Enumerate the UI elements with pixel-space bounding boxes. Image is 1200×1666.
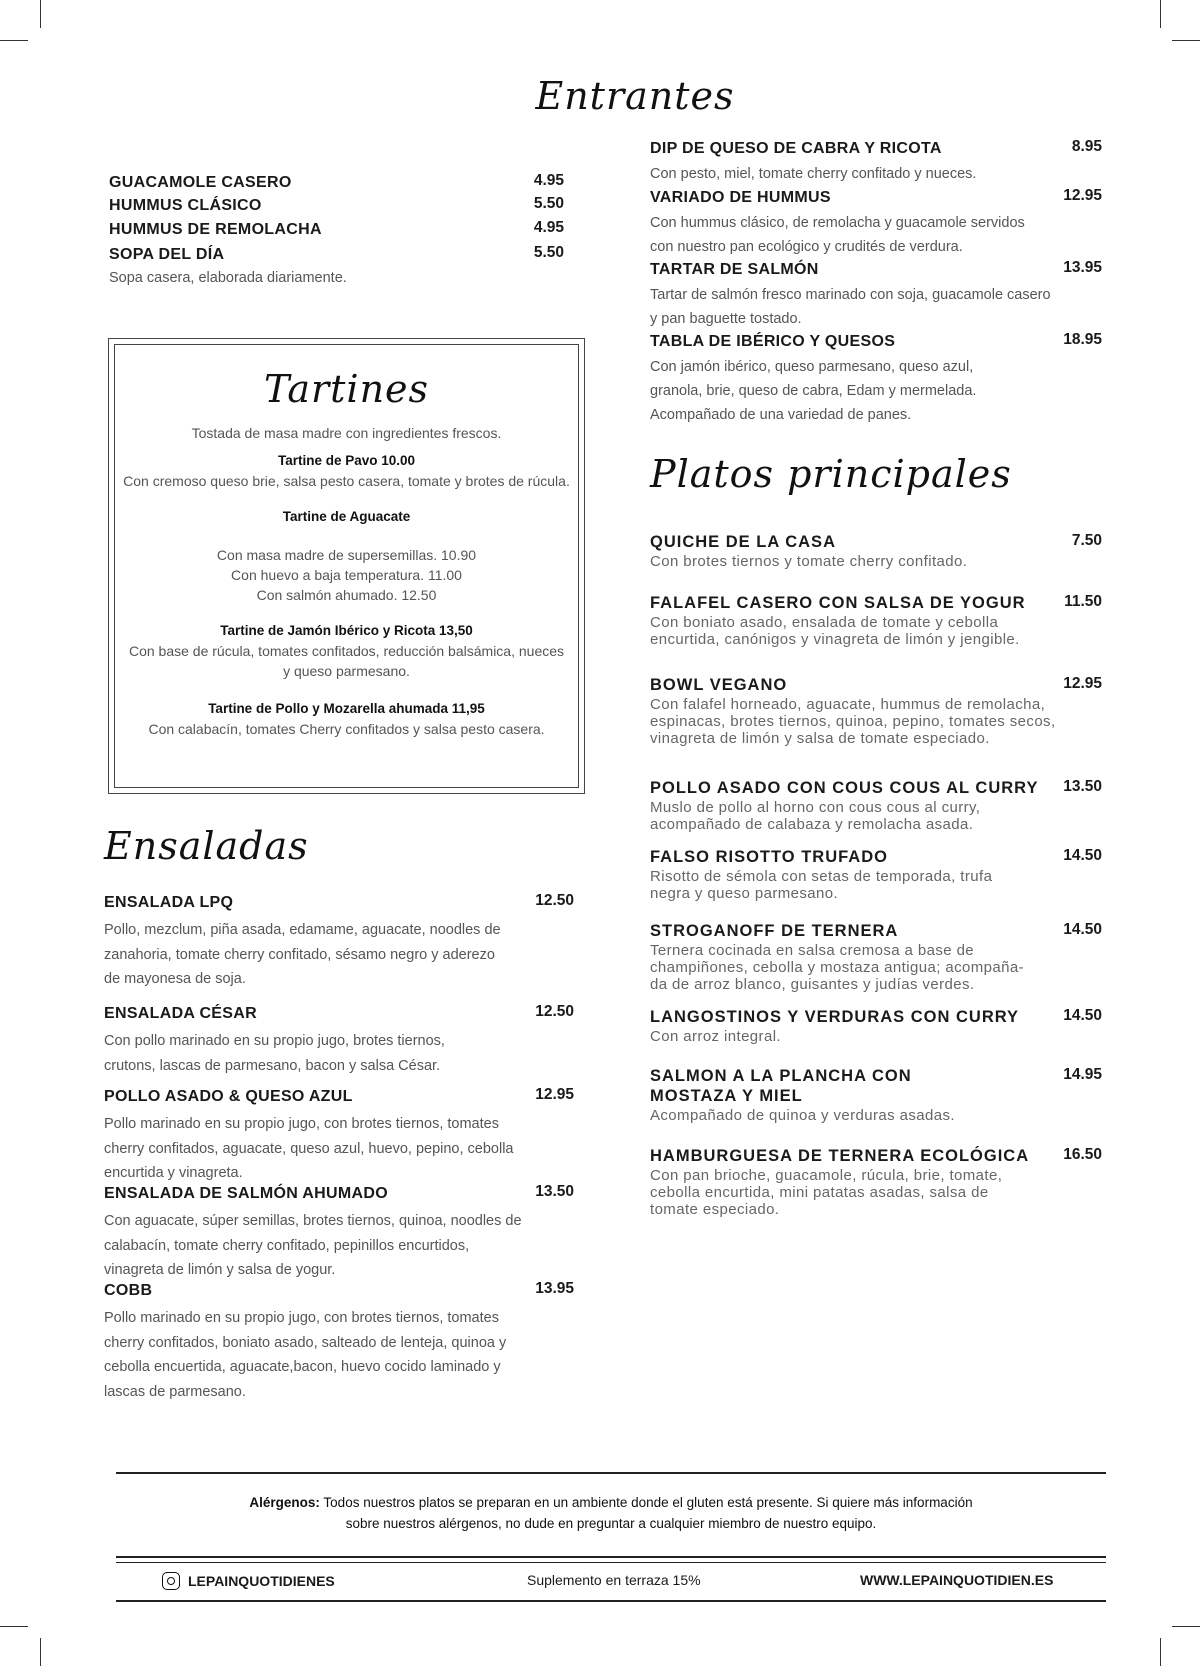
item-price: 13.50: [535, 1183, 574, 1200]
item-description: Pollo marinado en su propio jugo, con brotes tiernos, tomates: [104, 1116, 499, 1132]
item-description: lascas de parmesano.: [104, 1383, 246, 1400]
item-price: 16.50: [1063, 1146, 1102, 1163]
item-description: Con pan brioche, guacamole, rúcula, brie, tomate,: [650, 1167, 1003, 1184]
allergen-label: Alérgenos:: [249, 1495, 320, 1510]
item-description: encurtida y vinagreta.: [104, 1165, 243, 1181]
crop-mark: [0, 40, 28, 41]
item-name: POLLO ASADO & QUESO AZUL: [104, 1088, 353, 1105]
item-price: 13.95: [535, 1280, 574, 1297]
menu-item: [650, 1146, 1102, 1218]
item-price: 4.95: [533, 172, 564, 189]
item-price: 14.50: [1063, 921, 1102, 938]
section-title-entrantes: Entrantes: [535, 74, 735, 118]
item-description: cebolla encurtida, mini patatas asadas, salsa de: [650, 1184, 989, 1201]
tartine-name: Tartine de Pavo 10.00: [277, 453, 416, 468]
item-name: DIP DE QUESO DE CABRA Y RICOTA: [650, 140, 942, 157]
item-price: 7.50: [1071, 532, 1102, 549]
item-price: 18.95: [1063, 331, 1102, 348]
menu-item: [650, 1066, 1102, 1124]
item-description: Con arroz integral.: [650, 1028, 781, 1045]
item-price: 13.50: [1063, 778, 1102, 795]
item-description: encurtida, canónigos y vinagreta de limón y jengible.: [650, 631, 1020, 648]
tartine-description: Con masa madre de supersemillas. 10.90: [216, 547, 477, 563]
tartine-description: Con huevo a baja temperatura. 11.00: [231, 567, 462, 583]
crop-mark: [1172, 40, 1200, 41]
item-price: 8.95: [1071, 138, 1102, 155]
menu-item: [104, 1003, 574, 1078]
item-name: ENSALADA LPQ: [104, 894, 234, 911]
item-description: tomate especiado.: [650, 1201, 780, 1218]
menu-item: [650, 1007, 1102, 1045]
item-name: MOSTAZA Y MIEL: [650, 1087, 803, 1105]
allergen-text-2: sobre nuestros alérgenos, no dude en preguntar a cualquier miembro de nuestro equipo.: [345, 1516, 877, 1531]
website-link[interactable]: WWW.LEPAINQUOTIDIEN.ES: [860, 1572, 1054, 1588]
item-description: Sopa casera, elaborada diariamente.: [109, 270, 347, 286]
item-description: Risotto de sémola con setas de temporada, trufa: [650, 868, 993, 885]
footer-divider: [116, 1562, 1106, 1563]
item-name: GUACAMOLE CASERO: [109, 174, 292, 191]
section-title-tartines: Tartines: [263, 367, 430, 411]
tartine-description: Con salmón ahumado. 12.50: [256, 587, 437, 603]
item-price: 4.95: [533, 219, 564, 236]
item-name: SOPA DEL DÍA: [109, 246, 225, 263]
item-name: TARTAR DE SALMÓN: [650, 261, 819, 278]
tartine-description: Con cremoso queso brie, salsa pesto casera, tomate y brotes de rúcula.: [123, 473, 570, 489]
menu-item: [650, 138, 1102, 186]
footer-divider: [116, 1472, 1106, 1474]
item-name: LANGOSTINOS Y VERDURAS CON CURRY: [650, 1008, 1020, 1026]
menu-item: [104, 1183, 574, 1283]
item-name: SALMON A LA PLANCHA CON: [650, 1067, 912, 1085]
item-name: TABLA DE IBÉRICO Y QUESOS: [650, 333, 896, 350]
menu-item: [650, 259, 1102, 331]
menu-item: [104, 1280, 574, 1404]
item-price: 12.95: [1063, 187, 1102, 204]
item-price: 14.50: [1063, 847, 1102, 864]
tartines-box-inner: [114, 344, 579, 788]
item-description: cherry confitados, aguacate, queso azul, huevo, pepino, cebolla: [104, 1140, 514, 1157]
crop-mark: [1160, 0, 1161, 28]
item-description: espinacas, brotes tiernos, quinoa, pepino, tomates secos,: [650, 713, 1056, 730]
tartine-name: Tartine de Pollo y Mozarella ahumada 11,95: [208, 701, 485, 716]
instagram-icon: [162, 1572, 180, 1590]
crop-mark: [0, 1626, 28, 1627]
item-description: Pollo marinado en su propio jugo, con brotes tiernos, tomates: [104, 1310, 499, 1326]
item-name: ENSALADA CÉSAR: [104, 1005, 257, 1022]
item-price: 12.95: [1063, 675, 1102, 692]
item-description: Ternera cocinada en salsa cremosa a base de: [650, 942, 975, 959]
item-description: Con aguacate, súper semillas, brotes tiernos, quinoa, noodles de: [104, 1213, 522, 1229]
item-name: HUMMUS CLÁSICO: [109, 197, 262, 214]
tartine-description: Con base de rúcula, tomates confitados, reducción balsámica, nueces: [128, 643, 565, 659]
tartine-description: y queso parmesano.: [283, 663, 410, 679]
item-name: QUICHE DE LA CASA: [650, 533, 836, 551]
crop-mark: [1172, 1626, 1200, 1627]
section-title-ensaladas: Ensaladas: [104, 824, 309, 868]
menu-item: [650, 532, 1102, 570]
item-description: calabacín, tomate cherry confitado, pepinillos encurtidos,: [104, 1237, 470, 1254]
tartines-intro: Tostada de masa madre con ingredientes frescos.: [191, 425, 502, 441]
item-name: HAMBURGUESA DE TERNERA ECOLÓGICA: [650, 1147, 1030, 1165]
item-description: acompañado de calabaza y remolacha asada.: [650, 816, 974, 833]
item-description: Con falafel horneado, aguacate, hummus de remolacha,: [650, 696, 1046, 713]
item-description: Con pollo marinado en su propio jugo, brotes tiernos,: [104, 1033, 445, 1049]
item-price: 14.95: [1063, 1066, 1102, 1083]
item-description: Con hummus clásico, de remolacha y guacamole servidos: [650, 215, 1025, 231]
item-description: Con jamón ibérico, queso parmesano, queso azul,: [650, 359, 974, 375]
item-description: Con boniato asado, ensalada de tomate y cebolla: [650, 614, 999, 631]
item-description: Acompañado de quinoa y verduras asadas.: [650, 1107, 955, 1124]
menu-item: [650, 675, 1102, 747]
item-price: 5.50: [533, 244, 564, 261]
item-description: negra y queso parmesano.: [650, 885, 839, 902]
item-name: COBB: [104, 1282, 153, 1299]
tartine-name: Tartine de Jamón Ibérico y Ricota 13,50: [220, 623, 473, 638]
item-price: 12.95: [535, 1086, 574, 1103]
tartine-description: Con calabacín, tomates Cherry confitados y salsa pesto casera.: [148, 721, 545, 737]
item-description: de mayonesa de soja.: [104, 971, 246, 987]
item-description: champiñones, cebolla y mostaza antigua; acompaña-: [650, 959, 1024, 976]
item-price: 12.50: [535, 892, 574, 909]
item-description: Con brotes tiernos y tomate cherry confitado.: [650, 553, 968, 570]
menu-item: [650, 778, 1102, 833]
item-description: Con pesto, miel, tomate cherry confitado y nueces.: [650, 166, 977, 182]
crop-mark: [1160, 1638, 1161, 1666]
menu-item: [650, 593, 1102, 648]
menu-item: [104, 892, 574, 992]
item-price: 14.50: [1063, 1007, 1102, 1024]
terrace-supplement: Suplemento en terraza 15%: [527, 1572, 701, 1588]
item-price: 12.50: [535, 1003, 574, 1020]
item-description: Tartar de salmón fresco marinado con soja, guacamole casero: [650, 287, 1051, 303]
instagram-link[interactable]: [162, 1572, 335, 1590]
crop-mark: [40, 1638, 41, 1666]
menu-item: [650, 847, 1102, 902]
menu-item: [109, 219, 564, 241]
item-description: da de arroz blanco, guisantes y judías verdes.: [650, 976, 975, 993]
item-description: Acompañado de una variedad de panes.: [650, 407, 912, 423]
item-description: vinagreta de limón y salsa de tomate especiado.: [650, 730, 990, 747]
item-description: Pollo, mezclum, piña asada, edamame, aguacate, noodles de: [104, 922, 501, 938]
section-title-platos-principales: Platos principales: [650, 452, 1012, 496]
item-price: 5.50: [533, 195, 564, 212]
menu-item: [650, 187, 1102, 259]
allergen-text-1: Todos nuestros platos se preparan en un ambiente donde el gluten está presente. Si quiere más información: [319, 1495, 973, 1510]
item-name: FALSO RISOTTO TRUFADO: [650, 848, 888, 866]
item-description: con nuestro pan ecológico y crudités de verdura.: [650, 239, 963, 255]
menu-item: [109, 244, 564, 290]
tartine-name: Tartine de Aguacate: [282, 509, 411, 524]
menu-item: [109, 195, 564, 217]
item-description: cherry confitados, boniato asado, salteado de lenteja, quinoa y: [104, 1334, 507, 1351]
item-price: 13.95: [1063, 259, 1102, 276]
menu-item: [104, 1086, 574, 1186]
item-name: HUMMUS DE REMOLACHA: [109, 221, 322, 238]
instagram-handle: LEPAINQUOTIDIENES: [188, 1573, 335, 1589]
item-description: crutons, lascas de parmesano, bacon y salsa César.: [104, 1057, 441, 1074]
item-price: 11.50: [1064, 593, 1102, 610]
tartines-box: [108, 338, 585, 794]
footer-divider: [116, 1600, 1106, 1602]
item-description: Muslo de pollo al horno con cous cous al curry,: [650, 799, 981, 816]
item-description: cebolla encuertida, aguacate,bacon, huevo cocido laminado y: [104, 1359, 501, 1375]
item-description: zanahoria, tomate cherry confitado, sésamo negro y aderezo: [104, 946, 495, 963]
item-name: POLLO ASADO CON COUS COUS AL CURRY: [650, 779, 1039, 797]
item-description: vinagreta de limón y salsa de yogur.: [104, 1262, 336, 1278]
menu-item: [650, 921, 1102, 993]
item-name: STROGANOFF DE TERNERA: [650, 922, 899, 940]
footer-divider: [116, 1556, 1106, 1558]
item-name: BOWL VEGANO: [650, 676, 788, 694]
crop-mark: [40, 0, 41, 28]
item-name: ENSALADA DE SALMÓN AHUMADO: [104, 1185, 388, 1202]
menu-item: [650, 331, 1102, 427]
item-description: y pan baguette tostado.: [650, 311, 802, 327]
item-name: VARIADO DE HUMMUS: [650, 189, 831, 206]
item-description: granola, brie, queso de cabra, Edam y mermelada.: [650, 383, 977, 399]
menu-item: [109, 172, 564, 194]
allergen-notice: [116, 1492, 1106, 1534]
item-name: FALAFEL CASERO CON SALSA DE YOGUR: [650, 594, 1026, 612]
